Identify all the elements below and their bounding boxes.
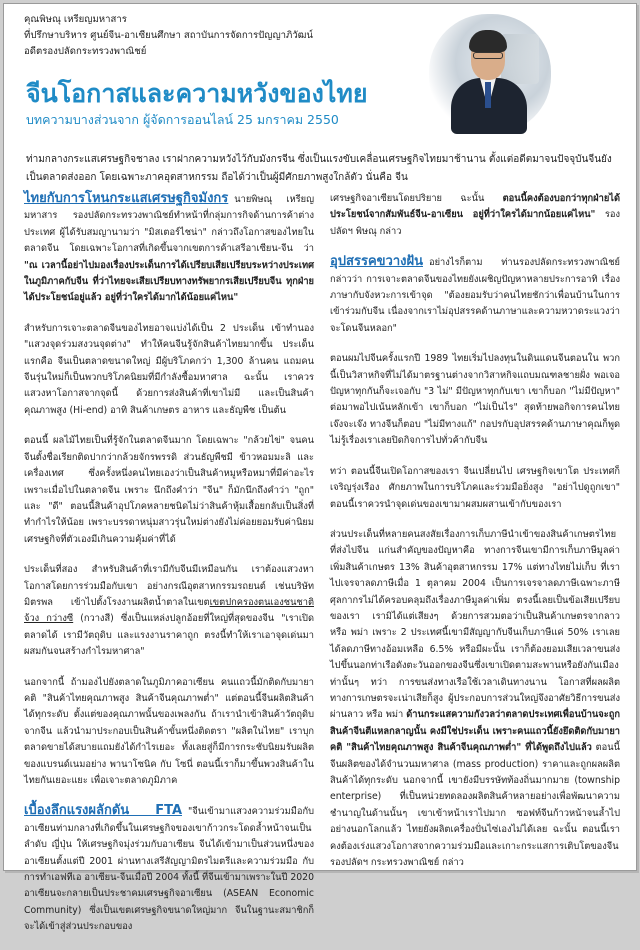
section-heading-fta: เบื้องลึกแรงผลักดัน FTA [24,803,183,819]
author-former-position: อดีตรองปลัดกระทรวงพาณิชย์ [24,46,147,57]
section-obstacles-paragraph [330,254,620,337]
guangxi-link[interactable]: เขตปกครองตนเองชนชาติจ้วง กว่างซี [24,596,314,625]
paragraph-text: ส่วนประเด็นที่หลายคนสงสัยเรื่องการเก็บภาษีนำเข้าของสินค้าเกษตรไทยที่ส่งไปจีน แก่นสำคัญของปัญหาคือ ทางการจีนเขามีการเก็บภาษีมูลค่าเพิ่มสินค้าเกษตร 13% สินค้าอุตสาหกรรม 17% แต่ทางไทยไม่เก็บ ที่เราไปเจรจาลดภาษีเมื่อ 1 ตุลาคม 2004 เป็นการเจรจาลดภาษีเฉพาะภาษีศุลกากรไม่ได้ครอบคลุมถึงเรื่องภาษีมูลค่าเพิ่ม ตรงนี้เลยเป็นข้อเสียเปรียบของเรา เรามิได้แต่เสียงๆ ด้วยการสวมตอว่าเป็นสินค้าเกษตรจากลาว หรือ พม่า เพราะ 2 ประเทศนี้เขามีสัญญากับจีนเก็บภาษีแค่ 50% เราเลยได้ลดภาษีทางอ้อมเหลือ 6.5% หรือมีผะนั้น เราก็ต้องยอมเสียเวลาขนส่งไปขึ้นนอกท่าเรือดังตะวันออกของจีนซึ่งเขาเปิดตามสะพานหรือยังกันเมืองท่านั้นๆ ทว่า การขนส่งทางเรือใช้เวลาเดินทางนาน โอกาสที่ผลผลิตทางการเกษตรจะเน่าเสียก็สูง ผู้ประกอบการส่วนใหญ่จึงอาศัยวิธีการขนส่งผ่านลาว หรือ พม่า [330,528,620,721]
section-intro-paragraph [24,191,314,307]
paragraph-tax-issue [330,527,620,872]
author-portrait-photo [419,6,559,142]
portrait-bookshelf [501,34,539,84]
paragraph-fta-continued [330,191,620,240]
paragraph-first-visit: ตอนผมไปจีนครั้งแรกปี 1989 ไทยเริ่มไปลงทุนในดินแดนจีนตอนใน พวกนี้เป็นวิสาหกิจที่ไม่ได้มาตรฐานต่างจากวิสาหกิจแถบมณฑลชายฝั่ง พอเจอปัญหาทุกกันก็จะเจอกับ "3 ไม่" มีปัญหาทุกกับเขา เขาก็บอก "ไม่มีปัญหา" ต่อมาพอไปเน้นหลักเข้า เขาก็บอก "ไม่เป็นไร" สุดท้ายพอกิจการคนไทยเจ๊งจะเจ๊ง ทางจีนก็ตอบ "ไม่มีทางแก้" กอปรกับอุปสรรคด้านภาษาคุณก็พูดไม่รู้เรื่องเราเลยปิดกิจการไปทั่วค้ากับจีน [330,353,620,447]
portrait-hair [469,30,507,52]
paragraph-text: (กวางสี) ซึ่งเป็นแหล่งปลูกอ้อยที่ใหญ่ที่สุดของจีน "เราเปิดตลาดได้ เรามีวัตถุดิบ และแรงงานราคาถูก ตรงนี้ทำให้เราเอาจุดเด่นมาผสมกันจนสร้างกำไรมหาศาล" [24,613,314,658]
section-heading-thai-dragon: ไทยกับการโหนกระแสเศรษฐกิจมังกร [24,191,229,206]
paragraph-text: รองปลัดฯ พิษณุ กล่าว [330,209,620,237]
portrait-glasses-icon [473,52,503,59]
paragraph-text: ตอนนี้จีนผลิตของได้จำนวนมหาศาล (mass production) ราคาและถูกผลผลิตสินค้าได้ทุกระดับ นอกจากนี้ เขายังมีบรรษัทท้องถิ่นมากมาย (township enterprise) ที่เป็นหน่วยทดลองผลิตสินค้าหลายอย่างเพื่อพัฒนาความชำนาญในด้านนั้นๆ เขาเข้าหน้าเราไปมาก ซอฟท์จีนก้าวหน้าจนล้ำไปอย่างนอกโลกแล้ว ไทยยังผลิตเครื่องปั่นไซ่เองไม่ได้เลย ฉะนั้น ตอนนี้เราคงต้องเร่งแสวงโอกาสจากความร่วมมือและเกาะกระแสการเติบโตของจีน รองปลัดฯ กระทรวงพาณิชย์ กล่าว [330,742,620,869]
article-title: จีนโอกาสและความหวังของไทย [26,79,368,108]
paragraph-china-changed: ทว่า ตอนนี้จีนเปิดโอกาสของเรา จีนเปลี่ยนไป เศรษฐกิจเขาโต ประเทศก็เจริญรุ่งเรือง ศักยภาพในการบริโภคและร่วมมือยิ่งสูง "อย่าไปดูถูกเขา" ตอนนี้เราควรนำจุดเด่นของเขามาผสมผสานเข้ากับของเรา [330,465,620,510]
section-fta-paragraph [24,803,314,935]
paragraph-cooperation [24,562,314,660]
portrait-tie [485,82,491,108]
article-subtitle: บทความบางส่วนจาก ผู้จัดการออนไลน์ 25 มกราคม 2550 [26,112,339,127]
paragraph-text: ประเด็นที่สอง สำหรับสินค้าที่เรามีกับจีนมีเหมือนกัน เราต้องแสวงหาโอกาสโดยการร่วมมือกับเขา อย่างกรณีอุตสาหกรรมรถยนต์ เช่นบริษัทมิตรพล เข้าไปตั้งโรงงานผลิตน้ำตาลในเขต [24,564,314,608]
paragraph-text: อย่างไรก็ตาม ท่านรองปลัดกระทรวงพาณิชย์ กล่าวว่า การเจาะตลาดจีนของไทยยังเผชิญปัญหาหลายประการอาทิ เรื่องภาษากับจังหวะการเข้าจุด "ต้องยอมรับว่าคนไทยชักว่าเพื่อนบ้านในการเข้าร่วมกับจีน เนื่องจากเราไม่อุปสรรคด้านภาษาและความหวาดระแวงว่าจะโดนจีนหลอก" [330,257,620,334]
author-position: ที่ปรึกษาบริหาร ศูนย์จีน-อาเซียนศึกษา สถาบันการจัดการปัญญาภิวัฒน์ [24,30,313,41]
left-column [24,191,314,950]
article-page [3,3,637,933]
quote-bold-text: ตอนนี้คงต้องบอกว่าทุกฝ่ายได้ประโยชน์จากสัมพันธ์จีน-อาเซียน อยู่ที่ว่าใครได้มากน้อยแค่ไหน" [330,193,620,221]
quote-bold-text: "ณ เวลานี้อย่าไปมองเรื่องประเด็นการได้เปรียบเสียเปรียบระหว่างประเทศในภูมิภาคกับจีน ที่ว่าไทยจะเสียเปรียบทางทรัพยากรเสียเปรียบจีน ทุกฝ่ายได้ประโยชน์อยู่แล้ว อยู่ที่ว่าใครได้มากได้น้อยแค่ไหน" [24,259,314,304]
paragraph-text: "จีนเข้ามาแสวงความร่วมมือกับอาเซียนท่ามกลางที่เกิดขึ้นในเศรษฐกิจของเขาก้าวกระโดดล้ำหน้าจนเป็นลำดับ ญี่ปุ่น ให้เศรษฐกิจมุ่งร่วมกับอาเซียน จีนได้เข้ามาเป็นส่วนหนึ่งของอาเซียนตั้งแต่ปี 2001 ผ่านทางเสรีสัญญามิตรไมตรีและความร่วมมือ กับการทำเอฟทีเอ อาเซียน-จีนเมื่อปี 2004 ทั้งนี้ ที่จีนเข้ามาเพราะในปี 2020 อาเซียนจะกลายเป็นประชาคมเศรษฐกิจอาเซียน (ASEAN Economic Community) ซึ่งเป็นเขตเศรษฐกิจขนาดใหญ่มาก จีนในฐานะสมาชิกก็จะได้เข้าสู่ส่วนประกอบของ [24,806,314,933]
right-column [330,191,620,885]
author-block [24,12,454,60]
article-lead: ท่ามกลางกระแสเศรษฐกิจชาลง เราฝากความหวังไว้กับมังกรจีน ซึ่งเป็นแรงขับเคลื่อนเศรษฐกิจไทยมาช้านาน ตั้งแต่อดีตมาจนปัจจุบันจีนยังเป็นตลาดส่งออก โดยเฉพาะภาคอุตสาหกรรม ถือได้ว่าเป็นผู้มีศักยภาพสูงใกล้ตัว นั่นคือ จีน [26,154,612,183]
paragraph-asean-market: นอกจากนี้ ถ้ามองไปยังตลาดในภูมิภาคอาเซียน คนแถวนี้มักติดกับมายาคติ "สินค้าไทยคุณภาพสูง สินค้าจีนคุณภาพต่ำ" แต่ตอนนี้จีนผลิตสินค้าได้ทุกระดับ ตั้งแต่ของคุณภาพนั้นของเพลงกัน ถ้าเรานำเข้าสินค้าวัตถุดิบจากจีน แล้วนำมาประกอบเป็นสินค้าขั้นหนึ่งติดตรา "ผลิตในไทย" เราบุกตลาดขายได้สบายแถมยังได้กำไรเยอะ ทั้งเลยสู่ก็มีการกระชับนิยมรับผลิตของแบรนด์เนมอย่าง พานาโซนิค กับ โซนี่ ตอนนี้เราก็มาขึ้นพวงสินค้าในไทยกันเยอะแยะ เพื่อเจาะตลาดภูมิภาค [24,676,314,786]
section-heading-obstacles: อุปสรรคขวางฝัน [330,254,423,270]
concern-bold-text: ด้านกระแสความกังวลว่าตลาดประเทศเพื่อนบ้านจะถูกสินค้าจีนตีแหลกลาญนั้น คงมีใช่ประเด็น เพราะคนแถวนี้ยังยึดติดกับมายาคติ "สินค้าไทยคุณภาพสูง สินค้าจีนคุณภาพต่ำ" ที่ได้พูดถึงไปแล้ว [330,709,620,754]
paragraph-text: เศรษฐกิจอาเซียนโดยปริยาย ฉะนั้น [330,193,503,204]
paragraph-market-approach: สำหรับการเจาะตลาดจีนของไทยอาจแบ่งได้เป็น 2 ประเด็น เข้าทำนอง "แสวงจุดร่วมสงวนจุดต่าง" ทำให้คนจีนรู้จักสินค้าไทยมากขึ้น ประเด็นแรกคือ จีนเป็นตลาดขนาดใหญ่ มีผู้บริโภคกว่า 1,300 ล้านคน แถมคนจีนรุ่นใหม่ก็เป็นพวกบริโภคนิยมที่มีกำลังซื้อมหาศาล ฉะนั้น เราควรแสวงหาโอกาสจากจุดนี้ ด้วยการส่งสินค้าที่เขาไม่มี และเป็นสินค้าคุณภาพสูง (Hi-end) อาทิ สินค้าเกษตร อาหาร และธัญพืช เป็นต้น [24,322,314,416]
paragraph-text: นายพิษณุ เหรียญมหาสาร รองปลัดกระทรวงพาณิชย์ทำหน้าที่กลุ่มการกิจด้านการค้าต่างประเทศ ผู้ได้รับสมญานามว่า "มิสเตอร์ไชน่า" กล่าวถึงโอกาสของไทยในตลาดจีน โดยเฉพาะโอกาสที่เกิดขึ้นจากเขตการค้าเสรีอาเซียน-จีน ว่า [24,194,314,255]
paragraph-thai-fruit: ตอนนี้ ผลไม้ไทยเป็นที่รู้จักในตลาดจีนมาก โดยเฉพาะ "กล้วยไข่" จนคนจีนตั้งชื่อเรียกติดปากว่ากล้วยจักรพรรดิ ส่วนธัญพืชมี ข้าวหอมมะลิ และเครื่องเทศ ซึ่งครั้งหนึ่งคนไทยเองว่าเป็นสินค้าหมูหรือหมาที่มีค่าอะไรเพราะเมื่อไปในตลาดจีน เพราะ นึกถึงคำว่า "จีน" ก็มักนึกถึงคำว่า "ถูก" และ "ดี" ตอนนี้สินค้าอุปโภคหลายชนิดไม่ว่าสินค้าหุ้มเสื้อยกลับเป็นสิ่งที่ทำกำไรให้น้อย เพราะบรรดาหนุ่มสาวรุ่นใหม่ต่างยังไม่ค่อยยอมรับค่านิยมเศรษฐกิจที่ตัวเองมีเกินความคุ้มค่าที่ได้ [24,435,314,545]
author-name: คุณพิษณุ เหรียญมหาสาร [24,14,127,25]
